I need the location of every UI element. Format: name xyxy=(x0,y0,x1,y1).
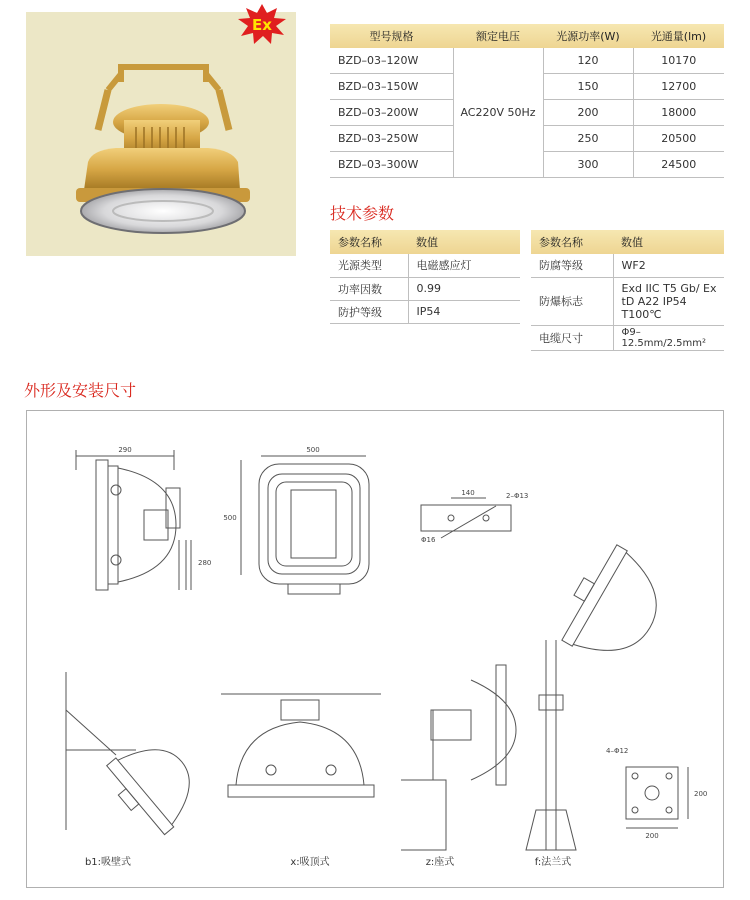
param-name: 功率因数 xyxy=(330,277,408,300)
caption-flange-mount: f:法兰式 xyxy=(534,857,572,868)
caption-seat-mount: z:座式 xyxy=(425,857,455,868)
param-header-row xyxy=(330,230,520,254)
spec-header-row xyxy=(330,24,724,48)
dim-side-width: 290 xyxy=(118,446,132,454)
table-row xyxy=(330,300,520,323)
power-cell: 300 xyxy=(543,152,633,178)
flux-cell: 10170 xyxy=(633,48,724,74)
dim-front-width: 500 xyxy=(306,446,320,454)
dim-side-height: 280 xyxy=(198,559,212,567)
flux-cell: 24500 xyxy=(633,152,724,178)
table-row xyxy=(330,277,520,300)
param-table-right xyxy=(531,230,724,351)
model-cell: BZD–03–300W xyxy=(330,152,453,178)
param-value: WF2 xyxy=(613,254,724,277)
voltage-cell: AC220V 50Hz xyxy=(453,48,543,178)
param-name: 光源类型 xyxy=(330,254,408,277)
model-cell: BZD–03–120W xyxy=(330,48,453,74)
model-cell: BZD–03–250W xyxy=(330,126,453,152)
model-cell: BZD–03–200W xyxy=(330,100,453,126)
param-value: 电磁感应灯 xyxy=(408,254,520,277)
flange-plate-drawing xyxy=(626,767,688,828)
caption-wall-mount: b1:吸壁式 xyxy=(84,857,132,868)
front-view-drawing xyxy=(241,456,369,594)
dim-bracket-spacing: 140 xyxy=(461,489,475,497)
ceiling-mount-drawing xyxy=(221,694,381,797)
spec-header: 光通量(lm) xyxy=(633,24,724,48)
param-name: 防护等级 xyxy=(330,300,408,323)
table-row xyxy=(330,48,724,74)
param-value: Φ9–12.5mm/2.5mm² xyxy=(613,325,724,350)
technical-drawings xyxy=(26,410,724,888)
flange-mount-drawing xyxy=(526,539,677,850)
param-header: 数值 xyxy=(613,230,724,254)
power-cell: 150 xyxy=(543,74,633,100)
table-row xyxy=(531,325,724,350)
spec-header: 型号规格 xyxy=(330,24,453,48)
wall-mount-drawing xyxy=(66,672,211,841)
dim-flange-height: 200 xyxy=(694,790,708,798)
ex-explosion-proof-badge xyxy=(236,4,288,44)
flux-cell: 18000 xyxy=(633,100,724,126)
dim-bracket-holes: 2–Φ13 xyxy=(506,492,529,500)
param-header-row xyxy=(531,230,724,254)
dim-bracket-dia: Φ16 xyxy=(421,536,436,544)
model-cell: BZD–03–150W xyxy=(330,74,453,100)
tech-params-title: 技术参数 xyxy=(330,204,395,223)
param-header: 参数名称 xyxy=(330,230,408,254)
param-value: 0.99 xyxy=(408,277,520,300)
power-cell: 200 xyxy=(543,100,633,126)
param-header: 参数名称 xyxy=(531,230,613,254)
product-photo xyxy=(26,12,296,256)
dim-flange-holes: 4–Φ12 xyxy=(606,747,629,755)
dimensions-title: 外形及安装尺寸 xyxy=(24,381,137,400)
spec-header: 光源功率(W) xyxy=(543,24,633,48)
bracket-detail-drawing xyxy=(421,498,511,538)
flux-cell: 12700 xyxy=(633,74,724,100)
param-name: 防爆标志 xyxy=(531,277,613,325)
table-row xyxy=(330,254,520,277)
param-value: Exd IIC T5 Gb/ Ex tD A22 IP54 T100℃ xyxy=(613,277,724,325)
power-cell: 120 xyxy=(543,48,633,74)
param-table-left xyxy=(330,230,520,324)
caption-ceiling-mount: x:吸顶式 xyxy=(290,857,330,868)
power-cell: 250 xyxy=(543,126,633,152)
param-name: 防腐等级 xyxy=(531,254,613,277)
spec-table xyxy=(330,24,724,178)
side-view-drawing xyxy=(76,450,191,590)
seat-mount-drawing xyxy=(401,665,516,850)
dim-flange-width: 200 xyxy=(645,832,659,840)
param-name: 电缆尺寸 xyxy=(531,325,613,350)
spec-header: 额定电压 xyxy=(453,24,543,48)
table-row xyxy=(531,277,724,325)
param-header: 数值 xyxy=(408,230,520,254)
badge-text: Ex xyxy=(252,16,272,34)
dim-front-height: 500 xyxy=(223,514,237,522)
table-row xyxy=(531,254,724,277)
param-value: IP54 xyxy=(408,300,520,323)
flux-cell: 20500 xyxy=(633,126,724,152)
